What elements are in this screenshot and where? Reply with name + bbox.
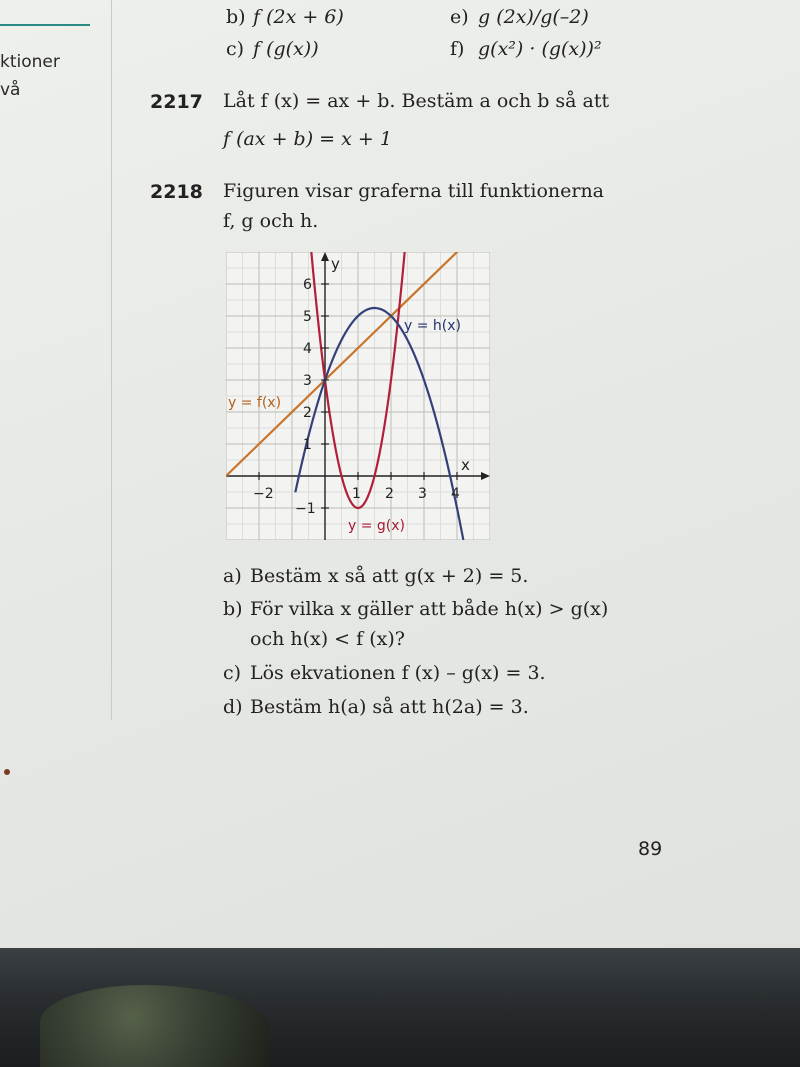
- item-f-label: f): [450, 38, 465, 60]
- series-label-g: y = g(x): [348, 518, 406, 534]
- item-e-expr: g (2x)/g(–2): [478, 6, 589, 28]
- item-b-label: b): [226, 6, 246, 28]
- left-fragment-1: ktioner: [0, 52, 60, 72]
- function-graph: [226, 252, 490, 540]
- header-rule: [0, 24, 90, 26]
- problem-2218-line2: f, g och h.: [223, 210, 319, 232]
- y-tick-label: 4: [303, 341, 312, 357]
- item-f-expr: g(x²) · (g(x))²: [478, 38, 602, 60]
- x-tick-label: −2: [253, 486, 274, 502]
- series-label-h: y = h(x): [404, 318, 461, 334]
- problem-2218-line1: Figuren visar graferna till funktionerna: [223, 180, 605, 202]
- problem-2217-line2: f (ax + b) = x + 1: [223, 128, 392, 150]
- y-tick-label: −1: [295, 501, 316, 517]
- y-axis-label: y: [331, 255, 340, 273]
- x-tick-label: 2: [385, 486, 394, 502]
- question-b-label: b): [223, 598, 243, 620]
- question-b-text: För vilka x gäller att både h(x) > g(x): [250, 598, 609, 620]
- y-tick-label: 2: [303, 405, 312, 421]
- x-tick-label: 1: [352, 486, 361, 502]
- question-d-label: d): [223, 696, 243, 718]
- y-tick-label: 5: [303, 309, 312, 325]
- problem-number-2218: 2218: [150, 181, 203, 203]
- left-fragment-2: vå: [0, 80, 21, 100]
- x-tick-label: 3: [418, 486, 427, 502]
- problem-2217-line1: Låt f (x) = ax + b. Bestäm a och b så att: [223, 90, 610, 112]
- y-tick-label: 3: [303, 373, 312, 389]
- question-a-label: a): [223, 565, 242, 587]
- margin-rule: [111, 0, 112, 720]
- question-b-text2: och h(x) < f (x)?: [250, 628, 405, 650]
- question-d-text: Bestäm h(a) så att h(2a) = 3.: [250, 696, 529, 718]
- x-tick-label: 4: [451, 486, 460, 502]
- page-number: 89: [638, 838, 663, 860]
- question-c-label: c): [223, 662, 242, 684]
- item-c-label: c): [226, 38, 245, 60]
- question-a-text: Bestäm x så att g(x + 2) = 5.: [250, 565, 529, 587]
- ink-dot: [4, 769, 10, 775]
- y-tick-label: 6: [303, 277, 312, 293]
- item-e-label: e): [450, 6, 469, 28]
- y-tick-label: 1: [303, 437, 312, 453]
- series-label-f: y = f(x): [228, 395, 282, 411]
- item-b-expr: f (2x + 6): [253, 6, 344, 28]
- x-axis-label: x: [461, 456, 470, 474]
- problem-number-2217: 2217: [150, 91, 203, 113]
- item-c-expr: f (g(x)): [253, 38, 319, 60]
- question-c-text: Lös ekvationen f (x) – g(x) = 3.: [250, 662, 546, 684]
